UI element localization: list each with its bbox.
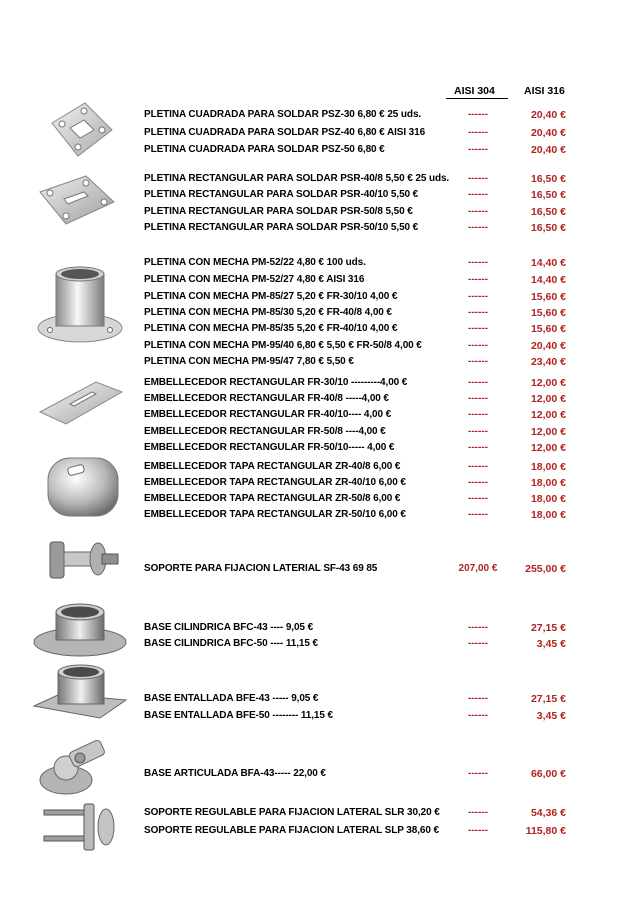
price-aisi304: ------ bbox=[468, 442, 488, 453]
price-aisi316: 15,60 € bbox=[530, 323, 566, 335]
product-description: PLETINA CON MECHA PM-52/22 4,80 € 100 uds. bbox=[144, 257, 366, 268]
rectangular-plate-icon bbox=[34, 172, 119, 232]
price-aisi304: ------ bbox=[468, 222, 488, 233]
product-description: PLETINA CON MECHA PM-85/30 5,20 € FR-40/8 4,00 € bbox=[144, 307, 392, 318]
product-description: PLETINA CON MECHA PM-52/27 4,80 € AISI 316 bbox=[144, 274, 365, 285]
price-aisi304: ------ bbox=[468, 409, 488, 420]
product-description: PLETINA CON MECHA PM-85/27 5,20 € FR-30/10 4,00 € bbox=[144, 291, 398, 302]
price-aisi304: ------ bbox=[468, 638, 488, 649]
price-aisi304: ------ bbox=[468, 307, 488, 318]
price-aisi316: 15,60 € bbox=[530, 307, 566, 319]
price-aisi316: 16,50 € bbox=[530, 222, 566, 234]
price-aisi304: ------ bbox=[468, 323, 488, 334]
price-aisi304: ------ bbox=[468, 291, 488, 302]
product-description: BASE ENTALLADA BFE-50 -------- 11,15 € bbox=[144, 710, 333, 721]
product-description: PLETINA CON MECHA PM-95/47 7,80 € 5,50 € bbox=[144, 356, 354, 367]
product-description: EMBELLECEDOR TAPA RECTANGULAR ZR-50/8 6,00 € bbox=[144, 493, 401, 504]
product-description: SOPORTE PARA FIJACION LATERIAL SF-43 69 85 bbox=[144, 563, 378, 574]
header-aisi316: AISI 316 bbox=[524, 85, 565, 97]
plate-with-socket-icon bbox=[34, 262, 126, 346]
price-aisi316: 18,00 € bbox=[530, 509, 566, 521]
price-aisi316: 20,40 € bbox=[530, 340, 566, 352]
price-aisi316: 18,00 € bbox=[530, 461, 566, 473]
price-aisi316: 255,00 € bbox=[525, 563, 566, 575]
product-description: EMBELLECEDOR TAPA RECTANGULAR ZR-50/10 6,00 € bbox=[144, 509, 406, 520]
price-aisi316: 14,40 € bbox=[530, 274, 566, 286]
price-aisi304: ------ bbox=[468, 493, 488, 504]
cylindrical-base-icon bbox=[30, 598, 130, 660]
price-aisi304: ------ bbox=[468, 144, 488, 155]
product-description: PLETINA CUADRADA PARA SOLDAR PSZ-40 6,80 € AISI 316 bbox=[144, 127, 426, 138]
price-aisi316: 54,36 € bbox=[530, 807, 566, 819]
price-aisi316: 14,40 € bbox=[530, 257, 566, 269]
price-aisi304: 207,00 € bbox=[458, 563, 498, 574]
price-aisi304: ------ bbox=[468, 109, 488, 120]
price-aisi304: ------ bbox=[468, 340, 488, 351]
price-aisi304: ------ bbox=[468, 461, 488, 472]
price-aisi316: 27,15 € bbox=[530, 622, 566, 634]
price-aisi316: 16,50 € bbox=[530, 189, 566, 201]
price-aisi304: ------ bbox=[468, 710, 488, 721]
price-aisi304: ------ bbox=[468, 356, 488, 367]
price-aisi316: 66,00 € bbox=[530, 768, 566, 780]
product-description: SOPORTE REGULABLE PARA FIJACION LATERAL SLP 38,60 € bbox=[144, 825, 439, 836]
price-aisi316: 20,40 € bbox=[530, 144, 566, 156]
adjustable-support-icon bbox=[40, 800, 126, 858]
price-aisi304: ------ bbox=[468, 426, 488, 437]
product-description: PLETINA CUADRADA PARA SOLDAR PSZ-50 6,80 € bbox=[144, 144, 385, 155]
price-aisi316: 18,00 € bbox=[530, 493, 566, 505]
notched-base-icon bbox=[30, 660, 130, 726]
product-description: PLETINA RECTANGULAR PARA SOLDAR PSR-50/8 5,50 € bbox=[144, 206, 413, 217]
price-aisi304: ------ bbox=[468, 693, 488, 704]
price-aisi304: ------ bbox=[468, 127, 488, 138]
product-description: BASE CILINDRICA BFC-50 ---- 11,15 € bbox=[144, 638, 318, 649]
price-aisi316: 20,40 € bbox=[530, 109, 566, 121]
price-aisi304: ------ bbox=[468, 807, 488, 818]
price-aisi316: 12,00 € bbox=[530, 442, 566, 454]
product-description: PLETINA RECTANGULAR PARA SOLDAR PSR-40/10 5,50 € bbox=[144, 189, 419, 200]
product-description: SOPORTE REGULABLE PARA FIJACION LATERAL SLR 30,20 € bbox=[144, 807, 440, 818]
price-aisi316: 3,45 € bbox=[536, 710, 566, 722]
product-description: PLETINA RECTANGULAR PARA SOLDAR PSR-50/10 5,50 € bbox=[144, 222, 419, 233]
price-aisi316: 23,40 € bbox=[530, 356, 566, 368]
product-description: EMBELLECEDOR TAPA RECTANGULAR ZR-40/10 6,00 € bbox=[144, 477, 406, 488]
square-plate-icon bbox=[40, 98, 120, 168]
header-underline bbox=[446, 98, 508, 99]
price-aisi304: ------ bbox=[468, 825, 488, 836]
side-mount-support-icon bbox=[42, 530, 122, 590]
price-aisi316: 3,45 € bbox=[536, 638, 566, 650]
header-aisi304: AISI 304 bbox=[454, 85, 495, 97]
price-aisi304: ------ bbox=[468, 274, 488, 285]
price-aisi316: 27,15 € bbox=[530, 693, 566, 705]
product-description: PLETINA CON MECHA PM-85/35 5,20 € FR-40/10 4,00 € bbox=[144, 323, 398, 334]
articulated-base-icon bbox=[36, 728, 122, 800]
price-aisi316: 16,50 € bbox=[530, 173, 566, 185]
price-aisi304: ------ bbox=[468, 173, 488, 184]
price-aisi304: ------ bbox=[468, 622, 488, 633]
product-description: PLETINA CON MECHA PM-95/40 6,80 € 5,50 € FR-50/8 4,00 € bbox=[144, 340, 422, 351]
price-aisi304: ------ bbox=[468, 257, 488, 268]
price-aisi316: 115,80 € bbox=[525, 825, 566, 837]
price-aisi316: 12,00 € bbox=[530, 393, 566, 405]
product-description: PLETINA CUADRADA PARA SOLDAR PSZ-30 6,80 € 25 uds. bbox=[144, 109, 422, 120]
price-aisi316: 12,00 € bbox=[530, 426, 566, 438]
price-aisi304: ------ bbox=[468, 206, 488, 217]
product-description: PLETINA RECTANGULAR PARA SOLDAR PSR-40/8 5,50 € 25 uds. bbox=[144, 173, 450, 184]
price-aisi304: ------ bbox=[468, 377, 488, 388]
product-description: EMBELLECEDOR RECTANGULAR FR-40/10---- 4,00 € bbox=[144, 409, 392, 420]
price-aisi304: ------ bbox=[468, 393, 488, 404]
product-description: BASE ENTALLADA BFE-43 ----- 9,05 € bbox=[144, 693, 319, 704]
price-aisi304: ------ bbox=[468, 477, 488, 488]
price-aisi316: 15,60 € bbox=[530, 291, 566, 303]
product-description: EMBELLECEDOR RECTANGULAR FR-50/10----- 4,00 € bbox=[144, 442, 395, 453]
price-aisi316: 18,00 € bbox=[530, 477, 566, 489]
price-aisi304: ------ bbox=[468, 189, 488, 200]
product-description: BASE CILINDRICA BFC-43 ---- 9,05 € bbox=[144, 622, 314, 633]
price-aisi304: ------ bbox=[468, 509, 488, 520]
product-description: EMBELLECEDOR RECTANGULAR FR-50/8 ----4,00 € bbox=[144, 426, 386, 437]
product-description: BASE ARTICULADA BFA-43----- 22,00 € bbox=[144, 768, 326, 779]
product-description: EMBELLECEDOR TAPA RECTANGULAR ZR-40/8 6,00 € bbox=[144, 461, 401, 472]
price-aisi316: 12,00 € bbox=[530, 409, 566, 421]
rectangular-cover-icon bbox=[34, 378, 126, 428]
price-aisi316: 16,50 € bbox=[530, 206, 566, 218]
product-description: EMBELLECEDOR RECTANGULAR FR-40/8 -----4,00 € bbox=[144, 393, 389, 404]
price-aisi316: 12,00 € bbox=[530, 377, 566, 389]
price-aisi316: 20,40 € bbox=[530, 127, 566, 139]
price-aisi304: ------ bbox=[468, 768, 488, 779]
rectangular-cap-cover-icon bbox=[42, 452, 124, 522]
product-description: EMBELLECEDOR RECTANGULAR FR-30/10 ---------4,00 € bbox=[144, 377, 408, 388]
